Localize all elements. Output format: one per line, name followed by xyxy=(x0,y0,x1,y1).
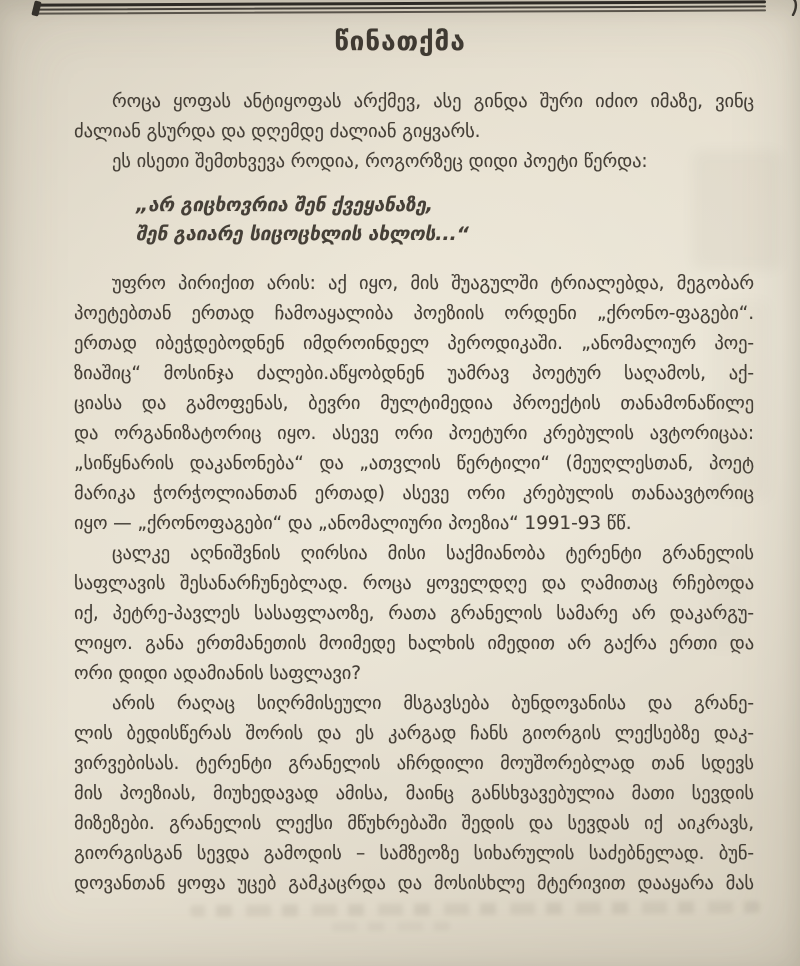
page-corner-mark xyxy=(789,0,800,16)
text-line: და ორგანიზატორიც იყო. ასევე ორი პოეტური კრებულის ავტორიცაა: xyxy=(74,423,754,444)
text-line: მის პოეზიას, მიუხედავად ამისა, მაინც განსხვავებულია მათი სევდის xyxy=(74,783,754,804)
text-line: ვირვებისას. ტერენტი გრანელის აჩრდილი მოუშორებლად თან სდევს xyxy=(74,753,754,774)
text-line: იყო — „ქრონოფაგები“ და „ანომალიური პოეზია“ 1991-93 წწ. xyxy=(74,513,632,534)
paragraph-2 xyxy=(74,147,754,177)
bleed-through-text xyxy=(330,922,450,932)
text-line: იქ, პეტრე-პავლეს სასაფლაოზე, რათა გრანელის სამარე არ დაკარგუ- xyxy=(74,603,754,624)
text-line: არის რაღაც სიღრმისეული მსგავსება ბუნდოვანისა და გრანე- xyxy=(112,693,754,714)
text-line: გიორგისგან სევდა გამოდის – სამზეოზე სიხარულის საძებნელად. ბუნ- xyxy=(74,843,754,864)
text-line: უფრო პირიქით არის: აქ იყო, მის შუაგულში ტრიალებდა, მეგობარ xyxy=(112,273,754,294)
text-line: ორი დიდი ადამიანის საფლავი? xyxy=(74,663,361,684)
text-line: საფლავის შესანარჩუნებლად. როცა ყოველდღე და ღამითაც რჩებოდა xyxy=(74,573,754,594)
text-line: „არ გიცხოვრია შენ ქვეყანაზე, xyxy=(136,194,433,216)
text-line: ლიყო. განა ერთმანეთის მოიმედე ხალხის იმედით არ გაქრა ერთი და xyxy=(74,633,754,654)
text-block xyxy=(0,87,800,899)
text-line: ლის ბედისწერას შორის და ეს კარგად ჩანს გიორგის ლექსებზე დაკ- xyxy=(74,723,754,744)
text-line: ძალიან გსურდა და დღემდე ძალიან გიყვარს. xyxy=(74,121,481,142)
text-line: მიზეზები. გრანელის ლექსი მწუხრებაში შედის და სევდას იქ აიკრავს, xyxy=(74,813,754,834)
paragraph-5 xyxy=(74,689,754,899)
text-line: ეს ისეთი შემთხვევა როდია, როგორზეც დიდი პოეტი წერდა: xyxy=(112,151,648,172)
verse-quote xyxy=(136,191,754,249)
text-line: მარიკა ჭორჭოლიანთან ერთად) ასევე ორი კრებულის თანაავტორიც xyxy=(74,483,754,504)
text-line: ერთად იბეჭდებოდნენ იმდროინდელ პეროდიკაში. „ანომალიურ პოე- xyxy=(74,333,754,354)
paragraph-1 xyxy=(74,87,754,147)
page-title: წინათქმა xyxy=(334,27,466,57)
paragraph-4 xyxy=(74,539,754,689)
text-line: ციასა და გამოფენას, ბევრი მულტიმედია პროექტის თანამონაწილე xyxy=(74,393,754,414)
text-line: შენ გაიარე სიცოცხლის ახლოს...“ xyxy=(136,223,469,245)
text-line: ზიაშიც“ მოსინჯა ძალები.აწყობდნენ უამრავ პოეტურ საღამოს, აქ- xyxy=(74,363,754,384)
paragraph-3 xyxy=(74,269,754,539)
bleed-through-text xyxy=(190,901,760,917)
text-line: „სიწყნარის დაკანონება“ და „ათვლის წერტილი“ (მეუღლესთან, პოეტ xyxy=(74,453,754,474)
text-line: დოვანთან ყოფა უცებ გამკაცრდა და მოსისხლე მტერივით დააყარა მას xyxy=(74,873,754,894)
text-line: ცალკე აღნიშვნის ღირსია მისი საქმიანობა ტერენტი გრანელის xyxy=(112,543,754,564)
text-line: პოეტებთან ერთად ჩამოაყალიბა პოეზიის ორდენი „ქრონო-ფაგები“. xyxy=(74,303,754,324)
text-line: როცა ყოფას ანტიყოფას არქმევ, ასე გინდა შური იძიო იმაზე, ვინც xyxy=(112,91,754,112)
